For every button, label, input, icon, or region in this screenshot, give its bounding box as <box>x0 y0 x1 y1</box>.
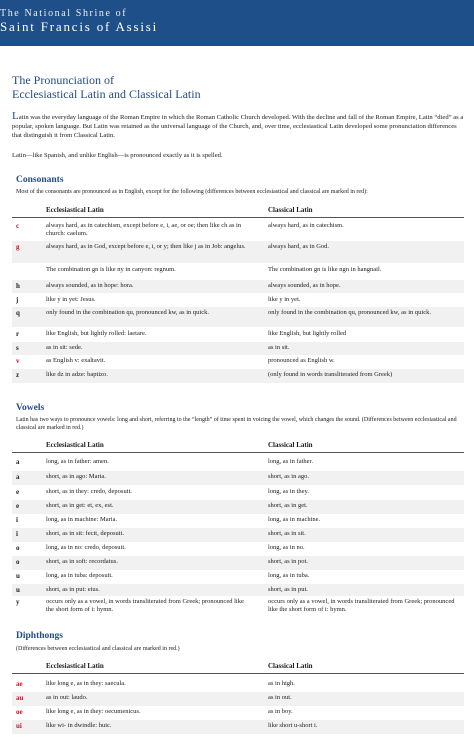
table-row-classical: always hard, as in God. <box>268 243 330 250</box>
table-row-letter: e <box>16 502 20 510</box>
vowels-col-header-eccl: Ecclesiastical Latin <box>46 441 104 449</box>
table-row-letter: j <box>16 296 19 304</box>
table-row-letter: au <box>16 694 24 702</box>
table-row-classical: long, as in tuba. <box>268 572 310 579</box>
table-row-letter: h <box>16 282 20 290</box>
table-row-letter: u <box>16 572 20 580</box>
table-row-eccl: always sounded, as in hope: hora. <box>46 282 134 289</box>
table-row-letter: a <box>16 458 20 466</box>
table-row-classical: always sounded, as in hope. <box>268 282 341 289</box>
page-title <box>12 73 201 101</box>
drop-cap: L <box>12 110 19 122</box>
vowels-header-rule <box>12 452 464 453</box>
table-row-letter: o <box>16 544 20 552</box>
consonants-col-header-classical: Classical Latin <box>268 206 313 214</box>
table-row-eccl: always hard, as in catechism, except before e, i, ae, or oe; then like ch as in church: caelum. <box>46 222 242 238</box>
banner-title-line2: Saint Francis of Assisi <box>0 19 159 34</box>
section-heading-diphthongs: Diphthongs <box>16 631 63 641</box>
table-row-classical: pronounced as English w. <box>268 357 335 364</box>
diphthongs-col-header-classical: Classical Latin <box>268 662 313 670</box>
table-row-classical: short, as in put. <box>268 586 308 593</box>
table-row-eccl: long, as in machine: Maria. <box>46 516 118 523</box>
table-row-classical: short, as in get. <box>268 502 308 509</box>
table-row-eccl: like wi- in dwindle: huic. <box>46 722 112 729</box>
table-row-eccl: like long e, as in they: saecula. <box>46 680 126 687</box>
table-row-letter: v <box>16 357 20 365</box>
table-row-letter: c <box>16 222 20 230</box>
intro-paragraph <box>12 112 464 141</box>
table-row-letter: g <box>16 243 20 251</box>
table-row-letter: s <box>16 344 19 352</box>
consonants-note: Most of the consonants are pronounced as in English, except for the following (differences between ecclesiastical and classical are marked in red): <box>16 189 368 195</box>
table-row-eccl: always hard, as in God, except before e, i, or y; then like j as in Job: angelus. <box>46 243 246 250</box>
table-row-letter: y <box>16 598 20 606</box>
table-row-letter: e <box>16 488 20 496</box>
table-row-eccl: short, as in put: eius. <box>46 586 100 593</box>
table-row-classical: only found in the combination qu, pronounced kw, as in quick. <box>268 309 431 316</box>
banner-title-line1: The National Shrine of <box>0 8 128 19</box>
table-row-letter: ae <box>16 680 23 688</box>
intro-paragraph-2: Latin—like Spanish, and unlike English—is pronounced exactly as it is spelled. <box>12 152 223 159</box>
table-row-classical: like short u-short i. <box>268 722 318 729</box>
table-row-eccl: occurs only as a vowel, in words transliterated from Greek; pronounced like the short form of i: hymn. <box>46 598 244 614</box>
table-row-classical: as in sit. <box>268 344 290 351</box>
table-row-letter: o <box>16 558 20 566</box>
table-row-letter: ui <box>16 722 22 730</box>
table-row-eccl: as in out: laudo. <box>46 694 88 701</box>
table-row-eccl: long, as in no: credo, deposuit. <box>46 544 126 551</box>
table-row-eccl: like English, but lightly rolled: laetare. <box>46 330 147 337</box>
table-row-eccl: The combination gn is like ny in canyon: regnum. <box>46 266 176 273</box>
table-row-eccl: as in sit: sede. <box>46 344 83 351</box>
intro-text: atin was the everyday language of the Roman Empire in which the Roman Catholic Church developed. With the decline and fall of the Roman Empire, Latin “died” as a popular, spoken language. But Latin was retained as the universal language of the Church, and, over time, ecclesiastical Latin developed some pronunciation differences that distinguish it from Classical Latin. <box>12 114 464 140</box>
table-row-eccl: like long e, as in they: oecumenicus. <box>46 708 141 715</box>
table-row-eccl: short, as in soft: recordatus. <box>46 558 118 565</box>
consonants-col-header-eccl: Ecclesiastical Latin <box>46 206 104 214</box>
table-row-letter: z <box>16 371 20 379</box>
consonants-header-rule <box>12 217 464 218</box>
diphthongs-header-rule <box>12 673 464 674</box>
table-row-eccl: short, as in get: et, ex, est. <box>46 502 114 509</box>
table-row-letter: q <box>16 309 20 317</box>
table-row-classical: long, as in father. <box>268 458 313 465</box>
table-row-classical: The combination gn is like ngn in hangnail. <box>268 266 382 273</box>
table-row-eccl: short, as in they: credo, deposuit. <box>46 488 132 495</box>
table-row-letter: i <box>16 516 18 524</box>
table-row-letter: oe <box>16 708 23 716</box>
vowels-note: Latin has two ways to pronounce vowels: long and short, referring to the “length” of time spent in voicing the vowel, which changes the sound. (Differences between ecclesiastical and classical are marked in red.) <box>16 417 457 431</box>
page-title-line1: The Pronunciation of <box>12 73 114 87</box>
vowels-col-header-classical: Classical Latin <box>268 441 313 449</box>
table-row-classical: like English, but lightly rolled <box>268 330 347 337</box>
table-row-letter: a <box>16 473 20 481</box>
table-row-eccl: only found in the combination qu, pronounced kw, as in quick. <box>46 309 209 316</box>
page-title-line2: Ecclesiastical Latin and Classical Latin <box>12 87 201 101</box>
table-row-eccl: long, as in tuba: deposuit. <box>46 572 113 579</box>
section-heading-consonants: Consonants <box>16 175 64 185</box>
table-row-eccl: like y in yet: Jesus. <box>46 296 96 303</box>
table-row-classical: like y in yet. <box>268 296 301 303</box>
table-row-eccl: long, as in father: amen. <box>46 458 109 465</box>
table-row-classical: (only found in words transliterated from Greek) <box>268 371 393 378</box>
table-row-letter: i <box>16 530 18 538</box>
table-row-classical: long, as in no. <box>268 544 305 551</box>
table-row-eccl: short, as in sit: fecit, deposuit. <box>46 530 124 537</box>
table-row-classical: short, as in pot. <box>268 558 308 565</box>
table-row-classical: as in boy. <box>268 708 293 715</box>
diphthongs-col-header-eccl: Ecclesiastical Latin <box>46 662 104 670</box>
table-row-eccl: short, as in ago: Maria. <box>46 473 106 480</box>
table-row-classical: long, as in they. <box>268 488 309 495</box>
section-heading-vowels: Vowels <box>16 403 45 413</box>
table-row-eccl: as English v: exaltavit. <box>46 357 106 364</box>
table-row-classical: as in high. <box>268 680 295 687</box>
table-row-letter: r <box>16 330 20 338</box>
table-row-classical: always hard, as in catechism. <box>268 222 344 229</box>
table-row-classical: short, as in sit. <box>268 530 306 537</box>
table-row-classical: as in out. <box>268 694 292 701</box>
table-row-classical: long, as in machine. <box>268 516 321 523</box>
table-row-classical: occurs only as a vowel, in words transliterated from Greek; pronounced like the short form of i: hymn. <box>268 598 455 614</box>
table-row-eccl: like dz in adze: baptizo. <box>46 371 108 378</box>
header-banner <box>0 0 474 46</box>
table-row-letter: u <box>16 586 20 594</box>
table-row-classical: short, as in ago. <box>268 473 309 480</box>
diphthongs-note: (Differences between ecclesiastical and classical are marked in red.) <box>16 646 180 652</box>
